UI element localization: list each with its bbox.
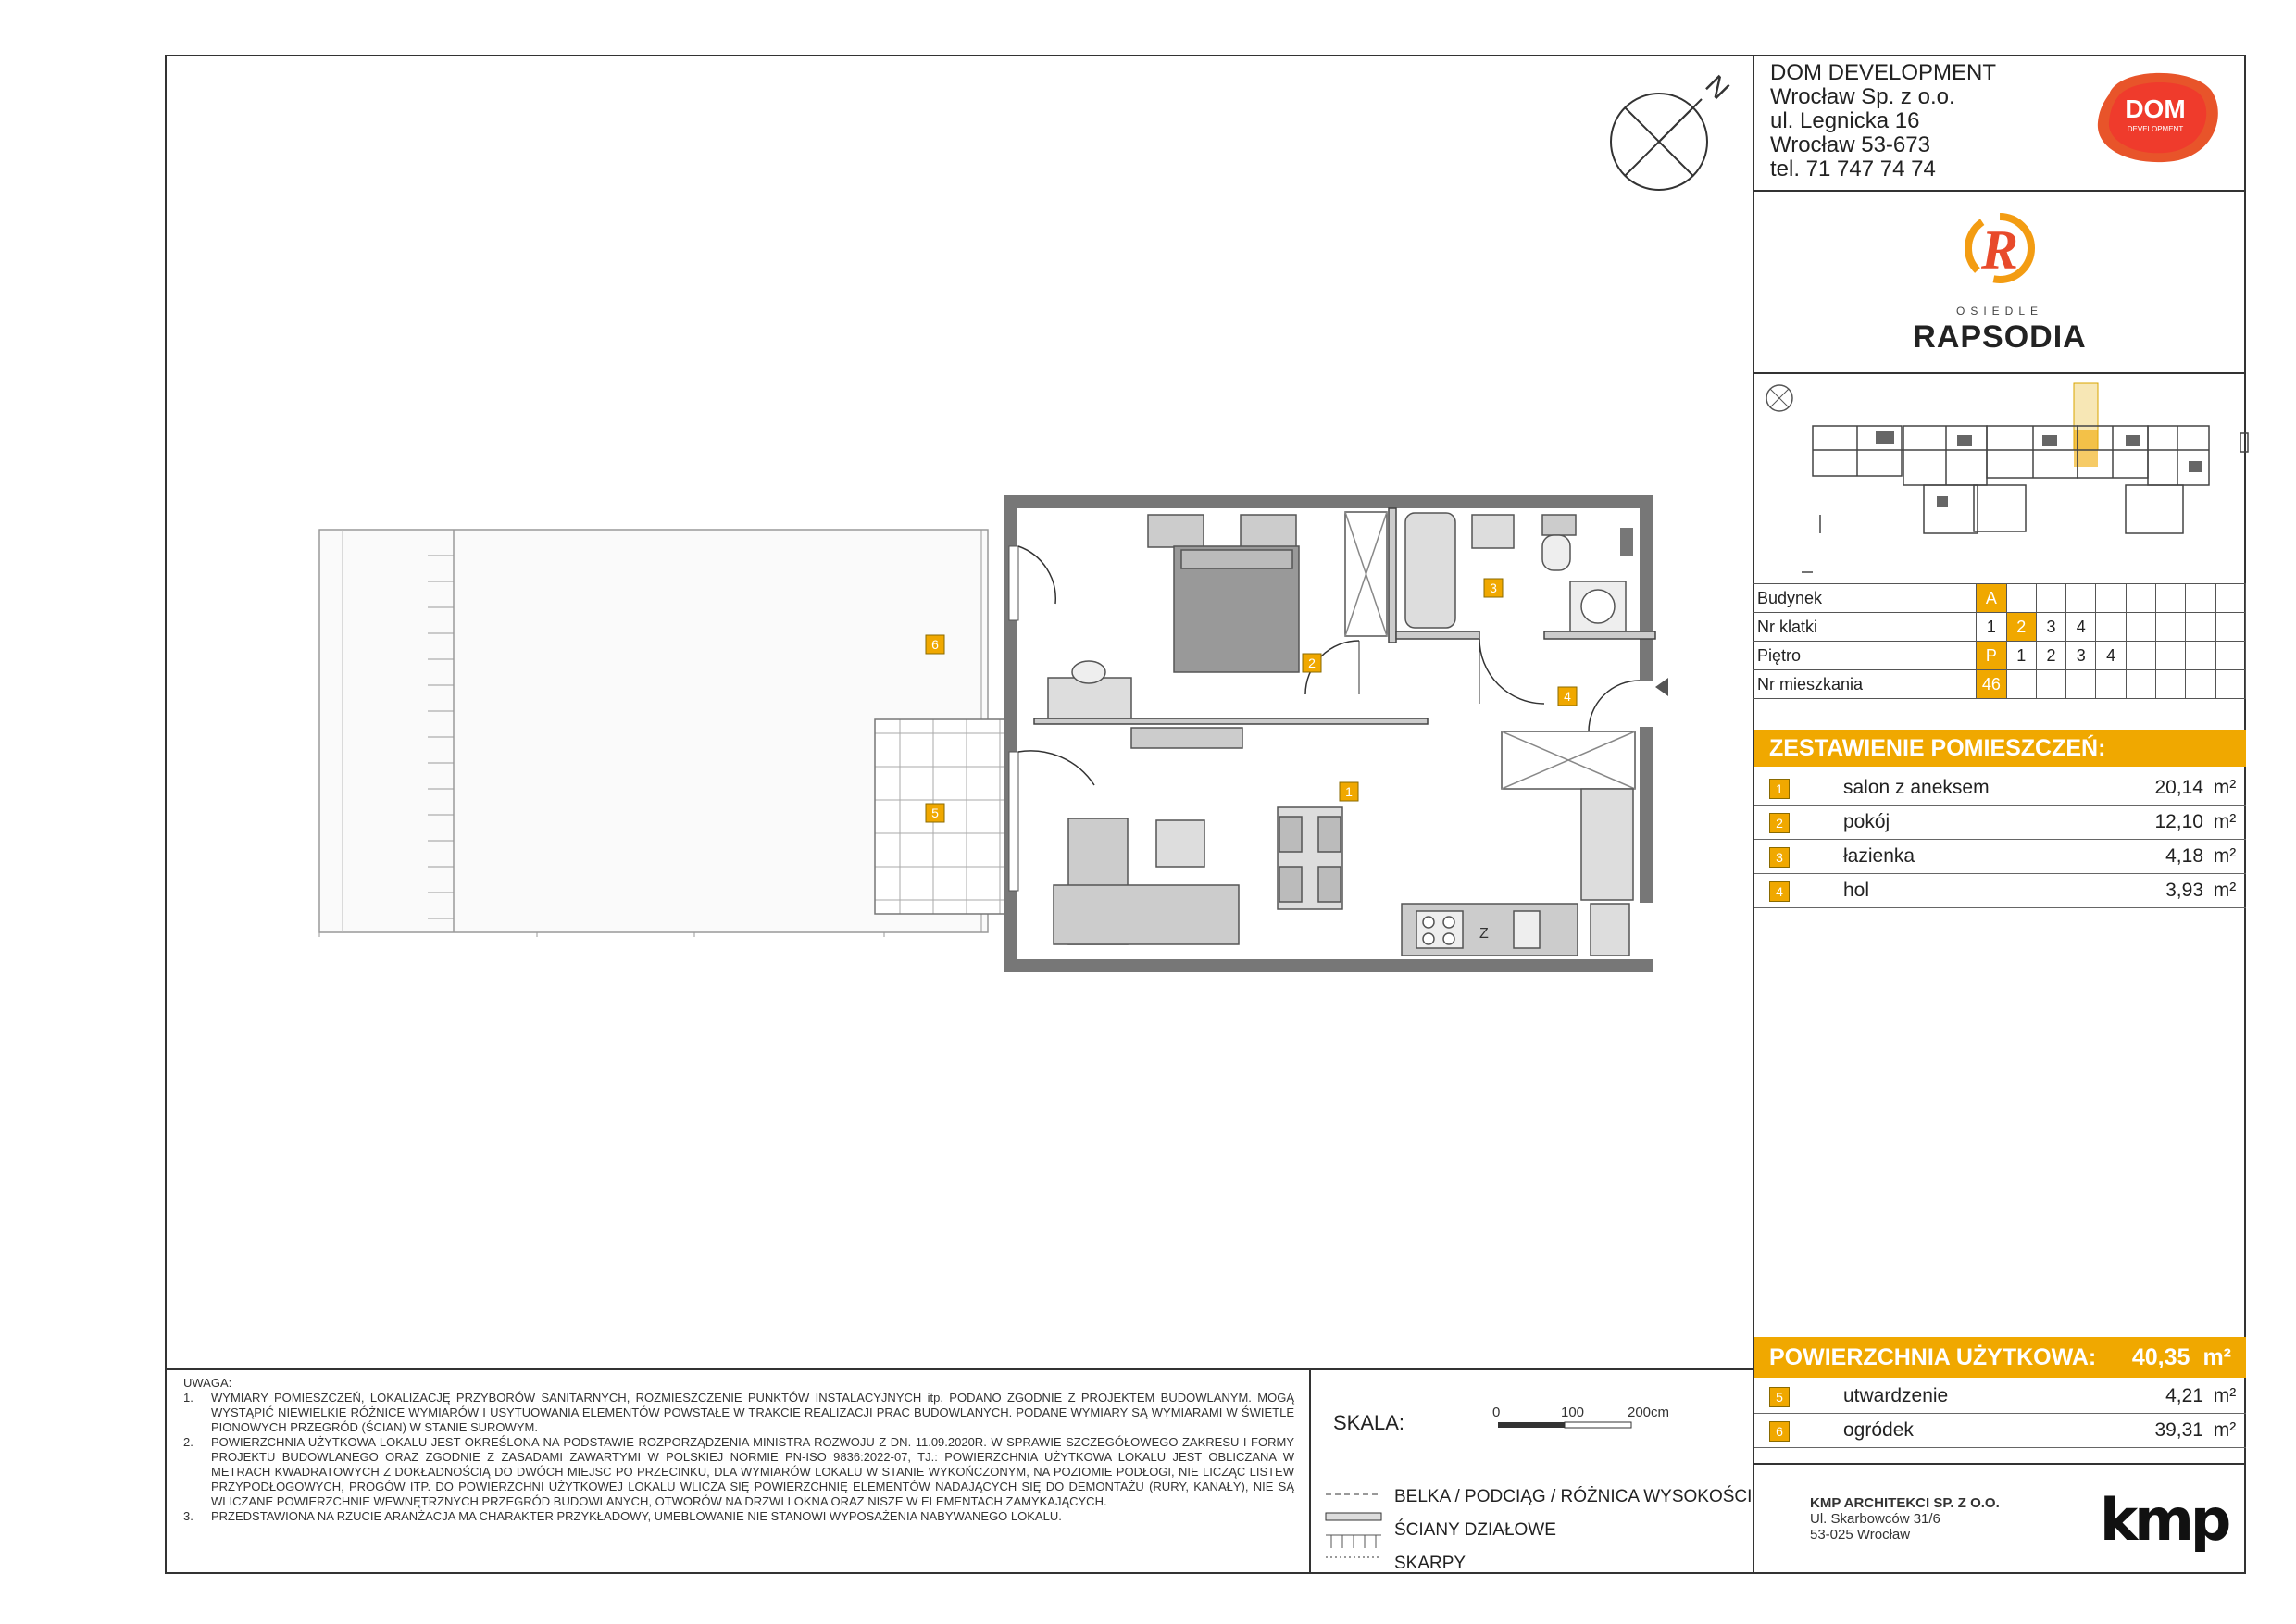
room-area: 39,31 <box>2154 1419 2203 1441</box>
developer-address <box>1770 61 1996 181</box>
room-badge-1: 1 <box>1345 784 1353 799</box>
room-row <box>1754 840 2246 874</box>
room-area: 12,10 <box>2154 811 2203 832</box>
north-compass <box>1607 61 1736 195</box>
selector-cell <box>2066 584 2096 613</box>
room-area: 4,21 <box>2165 1385 2203 1406</box>
divider <box>1753 1463 2246 1465</box>
selector-cell <box>2036 670 2065 699</box>
room-area-unit: m² <box>2213 777 2237 798</box>
selector-cell <box>2215 613 2245 642</box>
total-area-value: 40,35 <box>2131 1343 2190 1370</box>
selector-cell: 2 <box>2036 642 2065 670</box>
selector-cell <box>2186 613 2215 642</box>
floor-plan <box>306 481 1676 1000</box>
selector-cell: 1 <box>2006 642 2036 670</box>
architect-city: 53-025 Wrocław <box>1810 1527 1911 1543</box>
bedroom-furniture <box>1048 512 1387 748</box>
selector-cell <box>2215 670 2245 699</box>
room-name: salon z aneksem <box>1843 777 1990 798</box>
room-badge-4: 4 <box>1564 689 1571 704</box>
notes-list <box>183 1391 1294 1524</box>
project-title: RAPSODIA <box>1913 319 2087 355</box>
note-number: 3. <box>183 1509 193 1523</box>
room-badge-5: 5 <box>931 806 939 820</box>
selector-cell <box>2186 642 2215 670</box>
selector-cell <box>2006 584 2036 613</box>
scale-tick-200: 200cm <box>1628 1405 1670 1420</box>
room-name: ogródek <box>1843 1419 1914 1441</box>
selector-row-label: Budynek <box>1753 584 1977 613</box>
selector-row <box>1753 613 2246 642</box>
room-area: 3,93 <box>2165 880 2203 901</box>
selector-cell <box>2126 613 2155 642</box>
room-name: hol <box>1843 880 1870 901</box>
selector-row <box>1753 642 2246 670</box>
selector-row <box>1753 584 2246 613</box>
scale-tick-100: 100 <box>1561 1405 1585 1420</box>
room-name: utwardzenie <box>1843 1385 1949 1406</box>
room-number-badge: 3 <box>1769 847 1790 868</box>
note-text: PRZEDSTAWIONA NA RZUCIE ARANŻACJA MA CHARAKTER PRZYKŁADOWY, UMEBLOWANIE NIE STANOWI WYPOSAŻENIA NABYWANEGO LOKALU. <box>211 1509 1062 1523</box>
selector-cell <box>2186 670 2215 699</box>
selector-cell <box>2066 670 2096 699</box>
note-item <box>183 1435 1294 1509</box>
legend-symbols <box>1322 1483 1387 1567</box>
selector-cell <box>2156 584 2186 613</box>
selector-cell <box>2215 584 2245 613</box>
rapsodia-logo <box>1907 211 2092 359</box>
company-phone: tel. 71 747 74 74 <box>1770 156 1936 181</box>
divider <box>1753 190 2246 192</box>
room-badge-6: 6 <box>931 637 939 652</box>
selector-cell <box>2156 642 2186 670</box>
selector-cell: 46 <box>1977 670 2006 699</box>
selector-cell <box>2126 642 2155 670</box>
legend-slopes: SKARPY <box>1394 1554 1466 1573</box>
room-area-unit: m² <box>2213 1419 2237 1441</box>
room-area-unit: m² <box>2213 811 2237 832</box>
room-number-badge: 2 <box>1769 813 1790 833</box>
selector-cell <box>2096 670 2126 699</box>
room-number-badge: 5 <box>1769 1387 1790 1407</box>
architect-info <box>1810 1495 2000 1543</box>
company-street: ul. Legnicka 16 <box>1770 108 1920 133</box>
room-area-unit: m² <box>2213 845 2237 867</box>
total-area-banner <box>1754 1337 2246 1378</box>
company-city: Wrocław 53-673 <box>1770 132 1930 157</box>
apartment-selector <box>1753 583 2246 699</box>
room-number-badge: 4 <box>1769 881 1790 902</box>
divider <box>1309 1368 1311 1574</box>
room-badge-2: 2 <box>1308 656 1316 670</box>
extra-areas-list <box>1754 1380 2246 1448</box>
room-area-unit: m² <box>2213 880 2237 901</box>
selector-row-label: Nr mieszkania <box>1753 670 1977 699</box>
company-line2: Wrocław Sp. z o.o. <box>1770 84 1955 109</box>
rapsodia-r-icon <box>1963 211 2037 294</box>
selector-cell <box>2156 613 2186 642</box>
note-number: 2. <box>183 1435 193 1449</box>
selector-cell <box>2126 584 2155 613</box>
selector-cell: 1 <box>1977 613 2006 642</box>
note-item <box>183 1391 1294 1435</box>
dom-logo-text: DOM <box>2125 94 2186 123</box>
room-area-unit: m² <box>2213 1385 2237 1406</box>
room-number-badge: 1 <box>1769 779 1790 799</box>
room-row <box>1754 1414 2246 1448</box>
selector-cell <box>2036 584 2065 613</box>
room-row <box>1754 806 2246 840</box>
key-plan <box>1765 376 2241 580</box>
dom-logo-subtext: DEVELOPMENT <box>2127 125 2184 133</box>
rooms-header <box>1754 730 2246 767</box>
architect-name: KMP ARCHITEKCI SP. Z O.O. <box>1810 1495 2000 1511</box>
room-badge-3: 3 <box>1490 581 1497 595</box>
selector-cell: 2 <box>2006 613 2036 642</box>
selector-cell <box>2006 670 2036 699</box>
selector-cell <box>2096 584 2126 613</box>
selector-cell <box>2156 670 2186 699</box>
dom-development-logo <box>2090 67 2220 165</box>
selector-cell: 4 <box>2066 613 2096 642</box>
legend-beam: BELKA / PODCIĄG / RÓŻNICA WYSOKOŚCI <box>1394 1487 1753 1506</box>
selector-cell: A <box>1977 584 2006 613</box>
total-area-label: POWIERZCHNIA UŻYTKOWA: <box>1769 1343 2097 1370</box>
room-row <box>1754 771 2246 806</box>
note-text: WYMIARY POMIESZCZEŃ, LOKALIZACJĘ PRZYBORÓW SANITARNYCH, ROZMIESZCZENIE PUNKTÓW INSTALACYJNYCH itp. PODANO ZGODNIE Z PROJEKTEM BUDOWLANYM. MOGĄ WYSTĄPIĆ NIEWIELKIE RÓŻNICE WYMIARÓW I USYTUOWANIA ELEMENTÓW POWSTAŁE W TRAKCIE REALIZACJI PRAC BUDOWLANYCH. PODANE WYMIARY SĄ WYMIARAMI W ŚWIETLE PIONOWYCH PRZEGRÓD (ŚCIAN) W STANIE SUROWYM. <box>211 1391 1294 1434</box>
scale-bar <box>1491 1404 1676 1441</box>
room-name: łazienka <box>1843 845 1915 867</box>
north-label: N <box>1699 69 1736 106</box>
legend-walls: ŚCIANY DZIAŁOWE <box>1394 1520 1556 1540</box>
notes-title: UWAGA: <box>183 1376 232 1390</box>
total-area-unit: m² <box>2202 1343 2231 1370</box>
scale-label: SKALA: <box>1333 1411 1405 1434</box>
selector-cell: 3 <box>2066 642 2096 670</box>
living-furniture <box>1054 731 1635 956</box>
room-area: 20,14 <box>2154 777 2203 798</box>
note-text: POWIERZCHNIA UŻYTKOWA LOKALU JEST OKREŚLONA NA PODSTAWIE ROZPORZĄDZENIA MINISTRA ROZWOJU Z DN. 11.09.2020R. W SPRAWIE SZCZEGÓŁOWEGO ZAKRESU I FORMY PROJEKTU BUDOWLANEGO ORAZ ZGODNIE Z ZASADAMI ZAWARTYMI W POLSKIEJ NORMIE PN-ISO 9836:2022-07, TJ.: POWIERZCHNIA UŻYTKOWA LOKALU JEST OBLICZANA W METRACH KWADRATOWYCH Z DOKŁADNOŚCIĄ DO DWÓCH MIEJSC PO PRZECINKU, DLA WYMIARÓW LOKALU W STANIE WYKOŃCZONYM, NA POZIOMIE PODŁOGI, NIE LICZĄC LISTEW PRZYPODŁOGOWYCH, PROGÓW ITP. DO POWIERZCHNI UŻYTKOWEJ LOKALU WLICZA SIĘ POWIERZCHNIĘ ELEMENTÓW NADAJĄCYCH SIĘ DO DEMONTAŻU (RURY, KANAŁY), NIE SĄ WLICZANE POWIERZCHNIE WEWNĘTRZNYCH PRZEGRÓD BUDOWLANYCH, OTWORÓW NA DRZWI I OKNA ORAZ NISZE W ELEMENTACH ZAMYKAJĄCYCH. <box>211 1435 1294 1508</box>
selector-cell: 3 <box>2036 613 2065 642</box>
selector-row-label: Piętro <box>1753 642 1977 670</box>
notes-divider <box>165 1368 1753 1370</box>
divider <box>1753 372 2246 374</box>
rooms-title: ZESTAWIENIE POMIESZCZEŃ: <box>1769 734 2106 761</box>
room-row <box>1754 1380 2246 1414</box>
selector-cell: P <box>1977 642 2006 670</box>
company-name: DOM DEVELOPMENT <box>1770 60 1997 85</box>
selector-cell <box>2126 670 2155 699</box>
rooms-list <box>1754 771 2246 908</box>
notes <box>183 1376 1294 1524</box>
kmp-logo: kmp <box>2100 1486 2228 1554</box>
project-subtitle: OSIEDLE <box>1955 305 2044 318</box>
selector-cell: 4 <box>2096 642 2126 670</box>
selector-cell <box>2215 642 2245 670</box>
room-number-badge: 6 <box>1769 1421 1790 1442</box>
bathroom-fixtures <box>1405 513 1626 631</box>
room-row <box>1754 874 2246 908</box>
scale-tick-0: 0 <box>1492 1405 1501 1420</box>
architect-address: Ul. Skarbowców 31/6 <box>1810 1511 1940 1527</box>
rapsodia-letter: R <box>1980 219 2019 281</box>
selector-row <box>1753 670 2246 699</box>
selector-cell <box>2096 613 2126 642</box>
room-name: pokój <box>1843 811 1890 832</box>
selector-cell <box>2186 584 2215 613</box>
selector-row-label: Nr klatki <box>1753 613 1977 642</box>
stove-mark: Z <box>1479 926 1489 942</box>
room-area: 4,18 <box>2165 845 2203 867</box>
note-number: 1. <box>183 1391 193 1405</box>
note-item <box>183 1509 1294 1524</box>
